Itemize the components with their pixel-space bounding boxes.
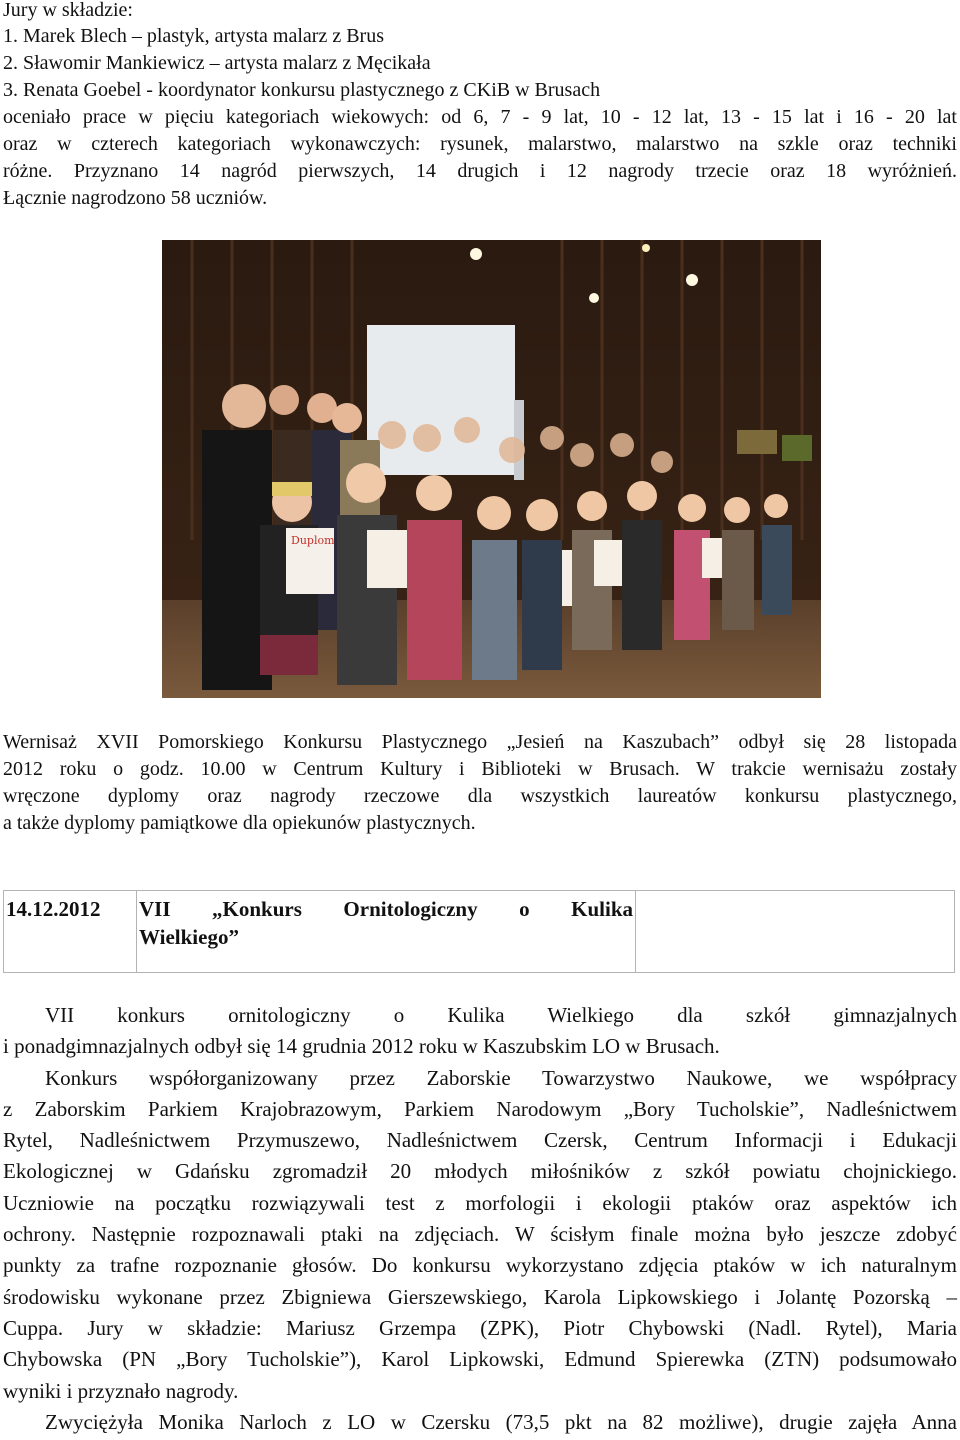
article-line: Rytel, Nadleśnictwem Przymuszewo, Nadleśnictwem Czersk, Centrum Informacji i Edukacji (3, 1128, 957, 1153)
event-title-line-1: VII „Konkurs Ornitologiczny o Kulika (139, 897, 633, 921)
event-title-line-2: Wielkiego” (139, 925, 239, 949)
event-empty-cell (636, 891, 955, 973)
jury-header: Jury w składzie: (3, 0, 133, 21)
event-date: 14.12.2012 (4, 891, 137, 973)
article-line: Zwyciężyła Monika Narloch z LO w Czersku (73,5 pkt na 82 możliwe), drugie zajęła Anna (45, 1409, 957, 1434)
article-line: Cuppa. Jury w składzie: Mariusz Grzempa (ZPK), Piotr Chybowski (Nadl. Rytel), Maria (3, 1315, 957, 1340)
article-line: i ponadgimnazjalnych odbył się 14 grudnia 2012 roku w Kaszubskim LO w Brusach. (3, 1034, 720, 1059)
diploma-title: Duplom (291, 534, 335, 547)
jury-member-1: 1. Marek Blech – plastyk, artysta malarz z Brus (3, 25, 384, 47)
article-line: z Zaborskim Parkiem Krajobrazowym, Parkiem Narodowym „Bory Tucholskie”, Nadleśnictwem (3, 1096, 957, 1121)
vernissage-line-1: Wernisaż XVII Pomorskiego Konkursu Plastycznego „Jesień na Kaszubach” odbył się 28 listopada (3, 731, 957, 753)
article-line: punkty za trafne rozpoznanie głosów. Do konkursu wykorzystano zdjęcia ptaków w ich naturalnym (3, 1253, 957, 1278)
ornithology-article (3, 1000, 957, 1438)
vernissage-line-3: wręczone dyplomy oraz nagrody rzeczowe dla wszystkich laureatów konkursu plastycznego, (3, 785, 957, 807)
para1-line-1: oceniało prace w pięciu kategoriach wiekowych: od 6, 7 - 9 lat, 10 - 12 lat, 13 - 15 lat i 16 - 20 lat (3, 106, 957, 128)
event-header-table (3, 890, 955, 973)
para1-line-3: różne. Przyznano 14 nagród pierwszych, 14 drugich i 12 nagrody trzecie oraz 18 wyróżnień. (3, 160, 957, 182)
article-line: VII konkurs ornitologiczny o Kulika Wielkiego dla szkół gimnazjalnych (45, 1003, 957, 1027)
article-line: Chybowska (PN „Bory Tucholskie”), Karol Lipkowski, Edmund Spierewka (ZTN) podsumowało (3, 1347, 957, 1372)
award-ceremony-photo (162, 240, 821, 698)
article-line: Konkurs współorganizowany przez Zaborskie Towarzystwo Naukowe, we współpracy (45, 1065, 957, 1090)
article-line: środowisku wykonane przez Zbigniewa Gierszewskiego, Karola Lipkowskiego i Jolantę Pozorską – (3, 1284, 957, 1309)
article-line: Uczniowie na początku rozwiązywali test z morfologii i ekologii ptaków oraz aspektów ich (3, 1190, 957, 1215)
para1-line-4: Łącznie nagrodzono 58 uczniów. (3, 187, 268, 209)
para1-line-2: oraz w czterech kategoriach wykonawczych: rysunek, malarstwo, malarstwo na szkle oraz techniki (3, 133, 957, 155)
vernissage-line-2: 2012 roku o godz. 10.00 w Centrum Kultury i Biblioteki w Brusach. W trakcie wernisażu zostały (3, 758, 957, 780)
vernissage-line-4: a także dyplomy pamiątkowe dla opiekunów plastycznych. (3, 812, 476, 834)
article-line: wyniki i przyznało nagrody. (3, 1378, 239, 1403)
article-line: Ekologicznej w Gdańsku zgromadził 20 młodych miłośników z szkół powiatu chojnickiego. (3, 1159, 957, 1184)
jury-member-2: 2. Sławomir Mankiewicz – artysta malarz z Męcikała (3, 52, 431, 74)
event-title (137, 891, 636, 973)
jury-member-3: 3. Renata Goebel - koordynator konkursu plastycznego z CKiB w Brusach (3, 79, 601, 101)
article-line: ochrony. Następnie rozpoznawali ptaki na zdjęciach. W ścisłym finale można było jeszcze zdobyć (3, 1222, 957, 1247)
